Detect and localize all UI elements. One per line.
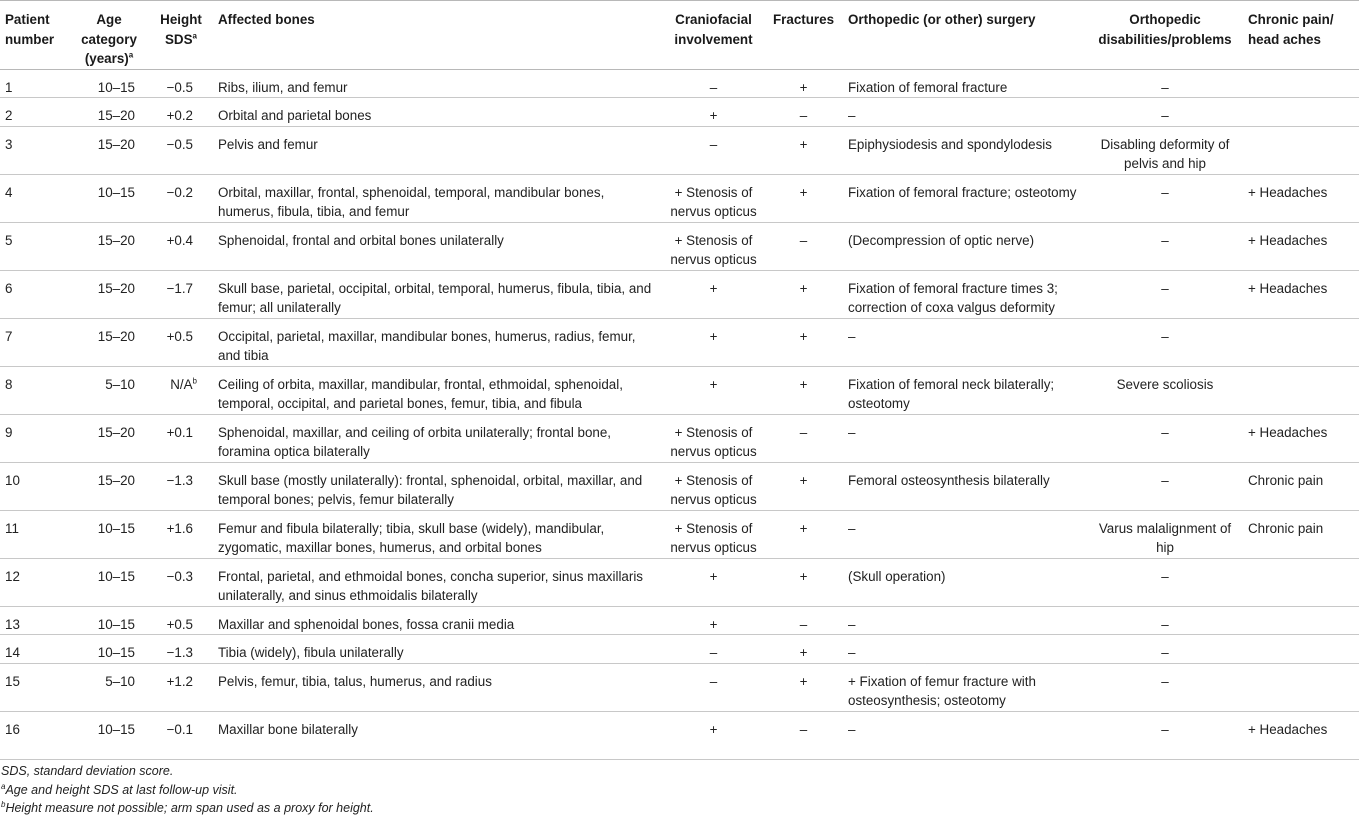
cell-craniofacial: + Stenosis of nervus opticus <box>670 184 757 219</box>
cell-craniofacial: + <box>709 721 718 737</box>
cell-fractures: + <box>799 376 808 392</box>
cell-patient-number: 16 <box>5 721 20 737</box>
cell-age-category: 15–20 <box>97 472 135 488</box>
cell-surgery: Fixation of femoral fracture; osteotomy <box>848 184 1077 200</box>
cell-craniofacial: + Stenosis of nervus opticus <box>670 424 757 459</box>
cell-affected-bones: Pelvis and femur <box>218 136 318 152</box>
cell-craniofacial: + <box>709 328 718 344</box>
table-body <box>0 69 1359 759</box>
cell-height-sds: −1.3 <box>166 472 193 488</box>
table-row <box>0 98 1359 127</box>
cell-disabilities: – <box>1161 232 1169 248</box>
cell-disabilities: – <box>1161 616 1169 632</box>
table-row <box>0 462 1359 510</box>
cell-surgery: Epiphysiodesis and spondylodesis <box>848 136 1052 152</box>
cell-surgery: – <box>848 616 856 632</box>
cell-pain: + Headaches <box>1248 424 1328 440</box>
table-row <box>0 318 1359 366</box>
cell-craniofacial: – <box>709 645 718 660</box>
cell-pain: Chronic pain <box>1248 472 1324 488</box>
cell-craniofacial: + <box>709 280 718 296</box>
cell-height-sds: +0.1 <box>166 424 193 440</box>
cell-surgery: – <box>848 108 856 123</box>
cell-age-category: 5–10 <box>105 673 135 689</box>
cell-affected-bones: Sphenoidal, frontal and orbital bones unilaterally <box>218 232 504 248</box>
cell-patient-number: 8 <box>5 376 13 392</box>
table-row <box>0 174 1359 222</box>
cell-disabilities: – <box>1161 79 1169 95</box>
cell-affected-bones: Orbital and parietal bones <box>218 108 372 123</box>
table-row <box>0 414 1359 462</box>
cell-height-sds: −1.7 <box>166 280 193 296</box>
cell-height-sds: −0.2 <box>166 184 193 200</box>
cell-pain <box>1243 318 1359 366</box>
cell-surgery: – <box>848 520 856 536</box>
cell-pain <box>1243 558 1359 606</box>
cell-height-sds: +1.6 <box>166 520 193 536</box>
cell-patient-number: 6 <box>5 280 13 296</box>
cell-patient-number: 3 <box>5 136 13 152</box>
cell-disabilities: – <box>1161 568 1169 584</box>
cell-craniofacial: + <box>709 568 718 584</box>
cell-age-category: 10–15 <box>97 568 135 584</box>
cell-patient-number: 5 <box>5 232 13 248</box>
header-pain: Chronic pain/ head aches <box>1248 12 1334 47</box>
cell-fractures: + <box>799 568 808 584</box>
cell-pain: + Headaches <box>1248 280 1328 296</box>
cell-affected-bones: Skull base (mostly unilaterally): frontal, sphenoidal, orbital, maxillar, and temporal bones; pelvis, femur bilaterally <box>218 472 643 507</box>
table-row <box>0 606 1359 635</box>
cell-patient-number: 14 <box>5 645 20 660</box>
cell-surgery: Femoral osteosynthesis bilaterally <box>848 472 1050 488</box>
cell-pain: + Headaches <box>1248 232 1328 248</box>
footnote-b: $^b$Height measure not possible; arm span used as a proxy for height. <box>1 799 374 815</box>
cell-fractures: – <box>799 721 808 737</box>
cell-craniofacial: – <box>709 136 718 152</box>
header-craniofacial: Craniofacial involvement <box>674 12 753 47</box>
cell-disabilities: – <box>1161 721 1169 737</box>
cell-pain <box>1243 366 1359 414</box>
cell-surgery: (Decompression of optic nerve) <box>848 232 1035 248</box>
cell-disabilities: Severe scoliosis <box>1116 376 1214 392</box>
cell-pain: + Headaches <box>1248 721 1328 737</box>
cell-disabilities: – <box>1161 184 1169 200</box>
cell-age-category: 10–15 <box>97 79 135 95</box>
cell-pain <box>1243 663 1359 711</box>
cell-height-sds: +0.5 <box>166 616 193 632</box>
cell-craniofacial: + <box>709 108 718 123</box>
cell-pain <box>1243 98 1359 127</box>
cell-disabilities: – <box>1161 645 1169 660</box>
footnote-sds: SDS, standard deviation score. <box>1 764 174 778</box>
cell-age-category: 15–20 <box>97 424 135 440</box>
cell-height-sds: $N/A^b$ <box>170 376 197 392</box>
header-disabilities: Orthopedic disabilities/problems <box>1098 12 1232 47</box>
footnote-a: $^a$Age and height SDS at last follow-up visit. <box>1 781 238 797</box>
header-height-sds: Height SDS$^a$ <box>160 12 202 47</box>
cell-affected-bones: Maxillar bone bilaterally <box>218 721 358 737</box>
cell-age-category: 15–20 <box>97 328 135 344</box>
cell-age-category: 15–20 <box>97 108 135 123</box>
cell-affected-bones: Ceiling of orbita, maxillar, mandibular, frontal, ethmoidal, sphenoidal, temporal, occipital, and parietal bones, femur, tibia, and fibula <box>218 376 623 411</box>
cell-pain <box>1243 126 1359 174</box>
cell-height-sds: +0.4 <box>166 232 193 248</box>
cell-age-category: 10–15 <box>97 184 135 200</box>
cell-surgery: – <box>848 721 856 737</box>
cell-fractures: + <box>799 79 808 95</box>
cell-patient-number: 11 <box>5 520 19 536</box>
cell-disabilities: – <box>1161 424 1169 440</box>
cell-fractures: – <box>799 424 808 440</box>
header-age-category: Age category (years)$^a$ <box>81 12 137 66</box>
cell-surgery: + Fixation of femur fracture with osteosynthesis; osteotomy <box>848 673 1036 708</box>
cell-fractures: + <box>799 520 808 536</box>
header-patient-number: Patient number <box>5 12 55 47</box>
cell-age-category: 10–15 <box>97 721 135 737</box>
cell-craniofacial: + Stenosis of nervus opticus <box>670 232 757 267</box>
cell-fractures: + <box>799 472 808 488</box>
cell-surgery: Fixation of femoral fracture times 3; correction of coxa valgus deformity <box>848 280 1058 315</box>
cell-affected-bones: Frontal, parietal, and ethmoidal bones, concha superior, sinus maxillaris unilaterally, and sinus ethmoidalis bilaterally <box>218 568 644 603</box>
cell-age-category: 15–20 <box>97 136 135 152</box>
cell-height-sds: −0.1 <box>166 721 193 737</box>
cell-craniofacial: + Stenosis of nervus opticus <box>670 520 757 555</box>
cell-patient-number: 9 <box>5 424 13 440</box>
cell-disabilities: – <box>1161 472 1169 488</box>
cell-affected-bones: Skull base, parietal, occipital, orbital, temporal, humerus, fibula, tibia, and femur; all unilaterally <box>218 280 652 315</box>
table-row <box>0 126 1359 174</box>
table-row <box>0 222 1359 270</box>
header-fractures: Fractures <box>772 12 835 27</box>
cell-patient-number: 12 <box>5 568 20 584</box>
cell-fractures: + <box>799 328 808 344</box>
cell-fractures: + <box>799 280 808 296</box>
cell-fractures: + <box>799 645 808 660</box>
cell-fractures: – <box>799 616 808 632</box>
cell-surgery: Fixation of femoral neck bilaterally; osteotomy <box>848 376 1055 411</box>
table-row <box>0 270 1359 318</box>
table-row <box>0 69 1359 98</box>
cell-patient-number: 13 <box>5 616 20 632</box>
cell-patient-number: 10 <box>5 472 20 488</box>
cell-age-category: 10–15 <box>97 520 135 536</box>
cell-craniofacial: – <box>709 673 718 689</box>
cell-patient-number: 1 <box>5 79 13 95</box>
cell-disabilities: Disabling deformity of pelvis and hip <box>1100 136 1230 171</box>
cell-pain: + Headaches <box>1248 184 1328 200</box>
cell-patient-number: 7 <box>5 328 13 344</box>
cell-fractures: + <box>799 136 808 152</box>
cell-disabilities: – <box>1161 108 1169 123</box>
cell-affected-bones: Tibia (widely), fibula unilaterally <box>218 645 404 660</box>
table-row <box>0 558 1359 606</box>
header-affected-bones: Affected bones <box>218 12 315 27</box>
cell-patient-number: 15 <box>5 673 20 689</box>
table-row <box>0 366 1359 414</box>
footnotes <box>0 762 374 818</box>
cell-height-sds: +0.2 <box>166 108 193 123</box>
cell-height-sds: −0.5 <box>166 136 193 152</box>
table-row <box>0 510 1359 558</box>
cell-surgery: Fixation of femoral fracture <box>848 79 1008 95</box>
cell-fractures: + <box>799 184 808 200</box>
cell-disabilities: – <box>1161 280 1169 296</box>
cell-affected-bones: Maxillar and sphenoidal bones, fossa cranii media <box>218 616 515 632</box>
table-row <box>0 635 1359 664</box>
cell-surgery: – <box>848 328 856 344</box>
cell-pain: Chronic pain <box>1248 520 1324 536</box>
cell-height-sds: +0.5 <box>166 328 193 344</box>
cell-affected-bones: Occipital, parietal, maxillar, mandibular bones, humerus, radius, femur, and tibia <box>218 328 636 363</box>
cell-fractures: – <box>799 108 808 123</box>
cell-disabilities: Varus malalignment of hip <box>1098 520 1232 555</box>
cell-age-category: 5–10 <box>105 376 135 392</box>
cell-affected-bones: Femur and fibula bilaterally; tibia, skull base (widely), mandibular, zygomatic, maxillar bones, humerus, and orbital bones <box>218 520 605 555</box>
cell-disabilities: – <box>1161 673 1169 689</box>
cell-affected-bones: Sphenoidal, maxillar, and ceiling of orbita unilaterally; frontal bone, foramina optica bilaterally <box>218 424 612 459</box>
cell-height-sds: +1.2 <box>166 673 193 689</box>
cell-affected-bones: Ribs, ilium, and femur <box>218 79 348 95</box>
cell-craniofacial: + <box>709 616 718 632</box>
cell-fractures: + <box>799 673 808 689</box>
table-row <box>0 663 1359 711</box>
cell-patient-number: 2 <box>5 108 13 123</box>
cell-patient-number: 4 <box>5 184 13 200</box>
cell-craniofacial: + <box>709 376 718 392</box>
cell-height-sds: −1.3 <box>166 645 193 660</box>
cell-pain <box>1243 635 1359 664</box>
cell-affected-bones: Pelvis, femur, tibia, talus, humerus, and radius <box>218 673 492 689</box>
cell-age-category: 15–20 <box>97 280 135 296</box>
cell-height-sds: −0.5 <box>166 79 193 95</box>
cell-pain <box>1243 69 1359 98</box>
cell-craniofacial: + Stenosis of nervus opticus <box>670 472 757 507</box>
cell-surgery: (Skull operation) <box>848 568 946 584</box>
cell-affected-bones: Orbital, maxillar, frontal, sphenoidal, temporal, mandibular bones, humerus, fibula, tibia, and femur <box>218 184 605 219</box>
cell-age-category: 15–20 <box>97 232 135 248</box>
cell-pain <box>1243 606 1359 635</box>
cell-surgery: – <box>848 645 856 660</box>
cell-fractures: – <box>799 232 808 248</box>
table-row <box>0 711 1359 759</box>
table-header-row <box>0 1 1359 70</box>
header-surgery: Orthopedic (or other) surgery <box>848 12 1036 27</box>
cell-surgery: – <box>848 424 856 440</box>
cell-age-category: 10–15 <box>97 645 135 660</box>
cell-disabilities: – <box>1161 328 1169 344</box>
cell-height-sds: −0.3 <box>166 568 193 584</box>
cell-craniofacial: – <box>709 79 718 95</box>
cell-age-category: 10–15 <box>97 616 135 632</box>
